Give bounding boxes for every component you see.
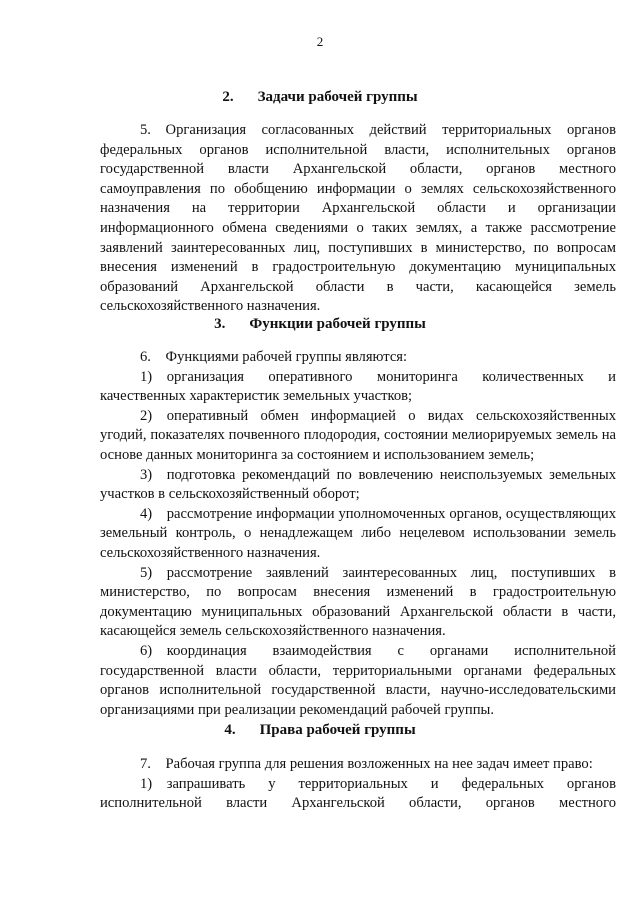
section-title: Задачи рабочей группы bbox=[257, 89, 418, 105]
section-number: 4. bbox=[224, 722, 236, 738]
list-item: 2) оперативный обмен информацией о видах сельскохозяйственных угодий, показателях почвенного плодородия, состоянии мелиорируемых земель на основе данных мониторинга за состоянием и использованием земель; bbox=[100, 407, 616, 463]
list-item: 4) рассмотрение информации уполномоченных органов, осуществляющих земельный контроль, о ненадлежащем либо нецелевом использовании земель сельскохозяйственного назначения. bbox=[100, 505, 616, 561]
paragraph: 6. Функциями рабочей группы являются: bbox=[140, 349, 408, 365]
list-item: 5) рассмотрение заявлений заинтересованных лиц, поступивших в министерство, по вопросам внесения изменений в градостроительную документацию муниципальных образований Архангельской области в части, касающейся земель сельскохозяйственного назначения. bbox=[100, 564, 616, 640]
section-title: Функции рабочей группы bbox=[249, 316, 426, 332]
section-body bbox=[100, 755, 616, 814]
list-item: 1) запрашивать у территориальных и федеральных органов исполнительной власти Архангельской области, органов местного bbox=[100, 775, 616, 812]
section-heading bbox=[0, 316, 640, 333]
page-number: 2 bbox=[316, 34, 324, 49]
list-item: 6) координация взаимодействия с органами исполнительной государственной власти области, территориальными органами федеральных органов исполнительной государственной власти, научно-исследовательскими организациями при реализации рекомендаций рабочей группы. bbox=[100, 642, 616, 718]
section-number: 3. bbox=[214, 316, 226, 332]
list-item: 3) подготовка рекомендаций по вовлечению неиспользуемых земельных участков в сельскохозяйственный оборот; bbox=[100, 466, 616, 503]
section-heading bbox=[0, 722, 640, 739]
section-body bbox=[100, 348, 616, 720]
section-heading bbox=[0, 89, 640, 106]
paragraph: 7. Рабочая группа для решения возложенных на нее задач имеет право: bbox=[140, 756, 593, 772]
section-body bbox=[100, 121, 616, 317]
paragraph: 5. Организация согласованных действий территориальных органов федеральных органов исполнительной власти, исполнительных органов государственной власти Архангельской области, органов местного самоуправления по обобщению информации о землях сельскохозяйственного назначения на территории Архангельской области и организации информационного обмена сведениями о таких землях, а также рассмотрение заявлений заинтересованных лиц, поступивших в министерство, по вопросам внесения изменений в градостроительную документацию муниципальных образований Архангельской области в части, касающейся земель сельскохозяйственного назначения. bbox=[100, 122, 616, 315]
section-number: 2. bbox=[222, 89, 234, 105]
list-item: 1) организация оперативного мониторинга количественных и качественных характеристик земельных участков; bbox=[100, 368, 616, 405]
section-title: Права рабочей группы bbox=[259, 722, 416, 738]
